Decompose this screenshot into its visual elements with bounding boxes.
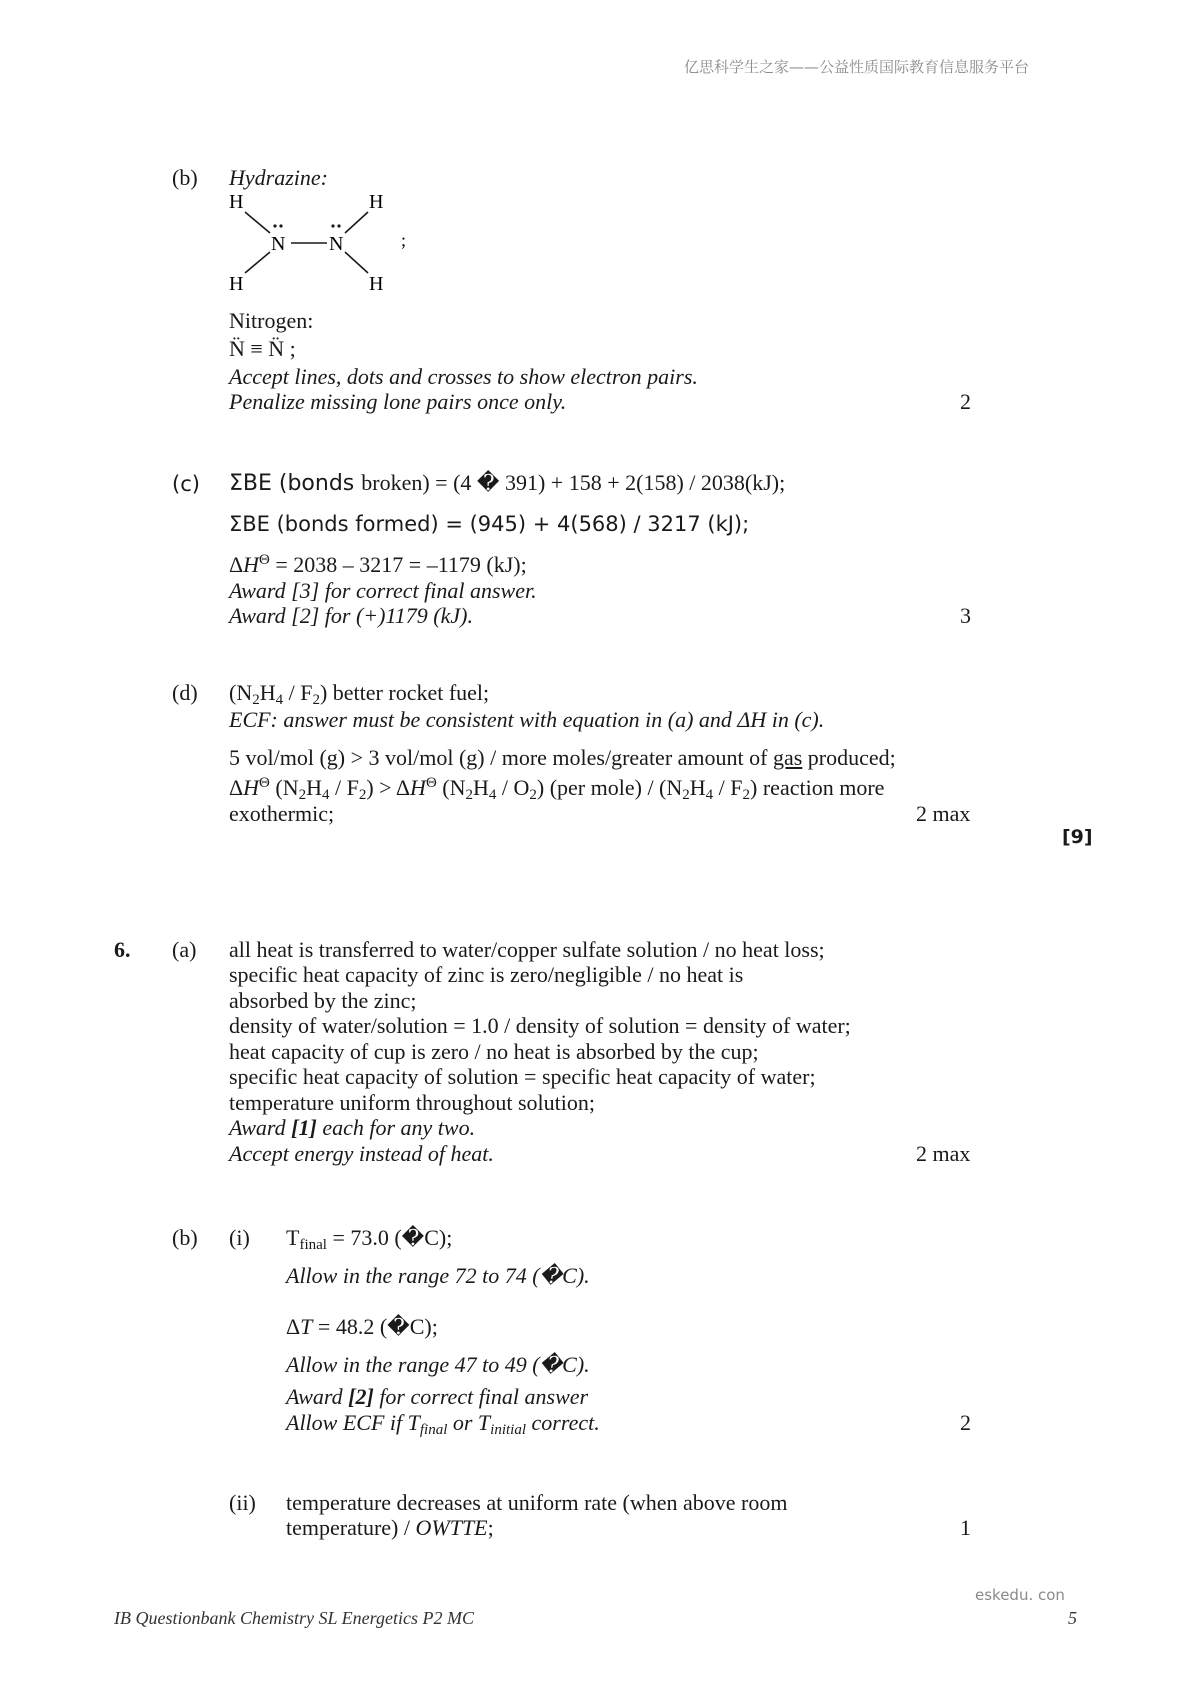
hydrazine-atom-h4: H <box>369 273 384 295</box>
q6a-label: (a) <box>172 937 197 962</box>
footer-title: IB Questionbank Chemistry SL Energetics P2 MC <box>114 1608 474 1628</box>
delta-t-line: ΔT = 48.2 (�C); <box>286 1314 438 1339</box>
lone-pair-dot <box>337 224 340 227</box>
q5c-line-3: $\Delta H^\Theta = 2038 - 3217 = -1179$ (kJ); <box>229 552 527 577</box>
q5b-marks: 2 <box>960 389 971 414</box>
allow-range-2: Allow in the range 47 to 49 (�C). <box>286 1352 590 1377</box>
q6a-line-5: heat capacity of cup is zero / no heat is absorbed by the cup; <box>229 1039 759 1064</box>
q5c-line-1-b: broken) = (4 � 391) + 158 + 2(158) / 2038(kJ); <box>361 470 786 495</box>
q6a-note-2: Accept energy instead of heat. <box>229 1141 494 1166</box>
q6a-line-7: temperature uniform throughout solution; <box>229 1090 595 1115</box>
n-h-bond <box>245 252 270 273</box>
q6a-line-4: density of water/solution = 1.0 / density of solution = density of water; <box>229 1013 851 1038</box>
q5-total-marks: [9] <box>1062 826 1093 848</box>
tfinal-line: $T_{final} = 73.0$ (�C); <box>286 1225 453 1253</box>
hydrazine-atom-h2: H <box>369 191 384 213</box>
q6a-line-3: absorbed by the zinc; <box>229 988 417 1013</box>
q5b-label: (b) <box>172 165 198 190</box>
q5d-marks: 2 max <box>916 801 971 826</box>
q6a-note-1: Award [1] each for any two. <box>229 1115 476 1140</box>
footer-watermark: eskedu. con <box>975 1586 1065 1604</box>
q5d-note-1: ECF: answer must be consistent with equation in (a) and ΔH in (c). <box>229 707 825 732</box>
q5d-line-3: $\Delta H^\Theta$ $(N_2H_4 / F_2) > \Delta H^\Theta$ $(N_2H_4 / O_2)$ (per mole) / $(N_2H_4 / F_2)$ reaction more <box>229 775 885 803</box>
q5d-line-4: exothermic; <box>229 801 335 826</box>
q5c-marks: 3 <box>960 603 971 628</box>
lone-pair-dot <box>279 224 282 227</box>
award-note: Award [2] for correct final answer <box>286 1384 589 1409</box>
hydrazine-atom-h1: H <box>229 191 244 213</box>
nitrogen-structure: N̈ ≡ N̈ ; <box>229 336 296 361</box>
q5c-line-1-a: ΣBE (bonds <box>229 471 362 496</box>
hydrazine-structure <box>225 188 425 296</box>
q6a-line-2: specific heat capacity of zinc is zero/negligible / no heat is <box>229 962 744 987</box>
q5b-note-1: Accept lines, dots and crosses to show electron pairs. <box>229 364 698 389</box>
q6a-line-6: specific heat capacity of solution = specific heat capacity of water; <box>229 1064 816 1089</box>
theta-symbol: Θ <box>259 552 270 568</box>
allow-range-1: Allow in the range 72 to 74 (�C). <box>286 1263 590 1288</box>
q6b-ii-line-2: temperature) / OWTTE; <box>286 1515 494 1540</box>
n-h-bond <box>345 252 368 273</box>
q5d-line-2: 5 vol/mol (g) > 3 vol/mol (g) / more moles/greater amount of gas produced; <box>229 745 896 770</box>
header-site-text: 亿思科学生之家——公益性质国际教育信息服务平台 <box>684 58 1030 76</box>
q5d-label: (d) <box>172 680 198 705</box>
q5b-note-2: Penalize missing lone pairs once only. <box>229 389 567 414</box>
q5c-note-1: Award [3] for correct final answer. <box>229 578 537 603</box>
page-number: 5 <box>1068 1608 1077 1628</box>
lone-pair-dot <box>273 224 276 227</box>
q6b-ii-line-1: temperature decreases at uniform rate (when above room <box>286 1490 788 1515</box>
q6b-sub-ii: (ii) <box>229 1490 256 1515</box>
q5c-label: (c) <box>172 472 200 496</box>
q5c-note-2: Award [2] for (+)1179 (kJ). <box>229 603 473 628</box>
q5d-line-1: $(N_2H_4 / F_2)$ better rocket fuel; <box>229 680 490 708</box>
hydrazine-atom-n2: N <box>329 233 344 255</box>
hydrazine-atom-h3: H <box>229 273 244 295</box>
q6b-sub-i: (i) <box>229 1225 250 1250</box>
q5c-line-1 <box>229 470 785 496</box>
n-h-bond <box>245 212 270 233</box>
ecf-note: Allow ECF if $T_{final}$ or $T_{initial}$ correct. <box>286 1410 600 1438</box>
hydrazine-semicolon: ; <box>401 230 407 250</box>
q6a-line-1: all heat is transferred to water/copper sulfate solution / no heat loss; <box>229 937 825 962</box>
n-h-bond <box>345 212 368 233</box>
q6b-label: (b) <box>172 1225 198 1250</box>
q6b-i-marks: 2 <box>960 1410 971 1435</box>
lone-pair-dot <box>331 224 334 227</box>
q5c-line-2: ΣBE (bonds formed) = (945) + 4(568) / 3217 (kJ); <box>229 512 750 536</box>
q6-number: 6. <box>114 937 131 962</box>
nitrogen-title: Nitrogen: <box>229 308 314 333</box>
hydrazine-atom-n1: N <box>271 233 286 255</box>
hydrazine-title: Hydrazine: <box>229 165 328 190</box>
q6a-marks: 2 max <box>916 1141 971 1166</box>
q6b-ii-marks: 1 <box>960 1515 971 1540</box>
